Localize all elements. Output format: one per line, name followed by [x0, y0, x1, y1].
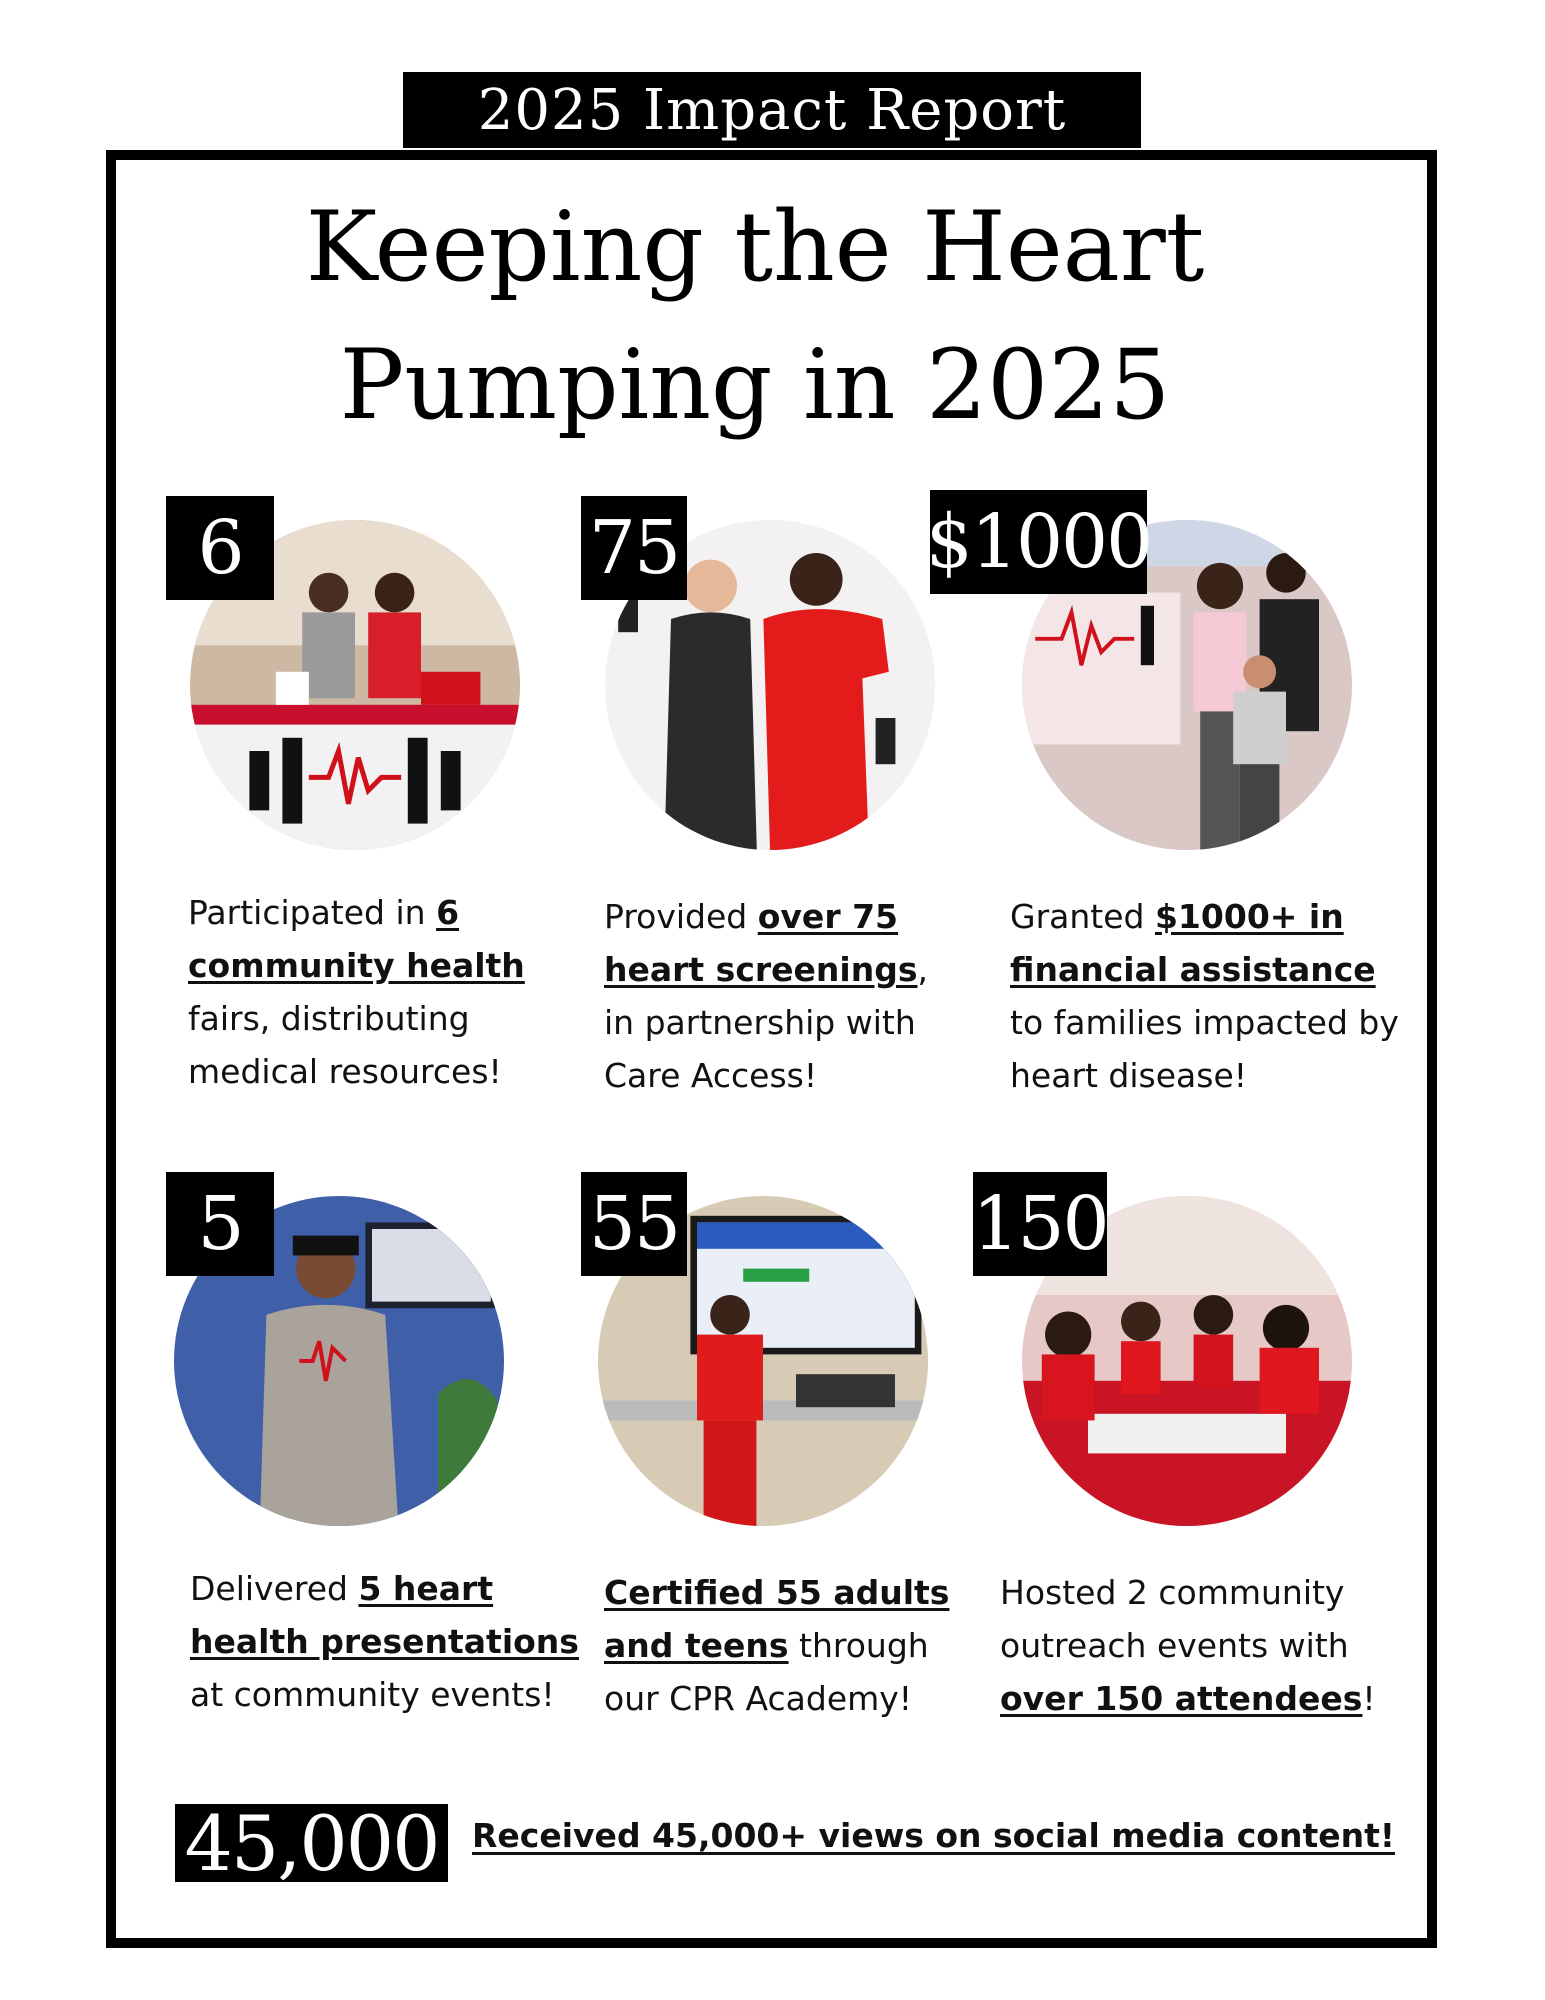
report-header-banner	[403, 72, 1141, 148]
stat-text-after: !	[1362, 1679, 1376, 1718]
page-title-line-2: Pumping in 2025	[339, 329, 1171, 441]
stat-text-highlight: 5 heart health presentations	[190, 1569, 579, 1661]
stat-text-highlight: over 150 attendees	[1000, 1679, 1363, 1718]
stat-text-after: to families impacted by heart disease!	[1010, 1003, 1399, 1095]
page-title-line-1: Keeping the Heart	[305, 191, 1205, 303]
stat-description-outreach-events	[1000, 1566, 1390, 1725]
social-media-views-badge	[175, 1798, 448, 1888]
stat-badge-6	[166, 496, 274, 600]
stat-text-after: through our CPR Academy!	[604, 1626, 929, 1718]
stat-text-before: Delivered	[190, 1569, 359, 1608]
stat-text-before: Provided	[604, 897, 758, 936]
stat-badge-150	[973, 1172, 1107, 1276]
stat-description-cpr-academy	[604, 1566, 974, 1725]
stat-badge-55	[581, 1172, 687, 1276]
stat-description-presentations	[190, 1562, 580, 1721]
stat-badge-1000	[925, 490, 1152, 594]
social-media-views-value: 45,000	[184, 1798, 439, 1888]
stat-description-health-fairs	[188, 886, 548, 1098]
report-header-label: 2025 Impact Report	[477, 77, 1067, 143]
stat-description-financial-assistance	[1010, 890, 1400, 1102]
stat-badge-value: 6	[197, 505, 243, 591]
page-title	[200, 178, 1310, 454]
social-media-views-text: Received 45,000+ views on social media content!	[472, 1816, 1395, 1855]
stat-text-after: fairs, distributing medical resources!	[188, 999, 502, 1091]
stat-badge-5	[166, 1172, 274, 1276]
stat-description-heart-screenings	[604, 890, 964, 1102]
stat-text-highlight: $1000+ in financial assistance	[1010, 897, 1376, 989]
stat-text-before: Hosted 2 community outreach events with	[1000, 1573, 1349, 1665]
stat-text-highlight: over 75 heart screenings	[604, 897, 918, 989]
stat-badge-value: $1000	[925, 499, 1152, 585]
stat-badge-value: 75	[588, 505, 680, 591]
stat-badge-value: 55	[588, 1181, 680, 1267]
stat-badge-value: 150	[972, 1181, 1108, 1267]
stat-text-after: at community events!	[190, 1675, 555, 1714]
stat-text-after: , in partnership with Care Access!	[604, 950, 928, 1095]
stat-badge-75	[581, 496, 687, 600]
stat-text-highlight: 6 community health	[188, 893, 525, 985]
stat-text-before: Participated in	[188, 893, 437, 932]
stat-badge-value: 5	[197, 1181, 243, 1267]
stat-text-highlight: Certified 55 adults and teens	[604, 1573, 950, 1665]
stat-text-before: Granted	[1010, 897, 1155, 936]
